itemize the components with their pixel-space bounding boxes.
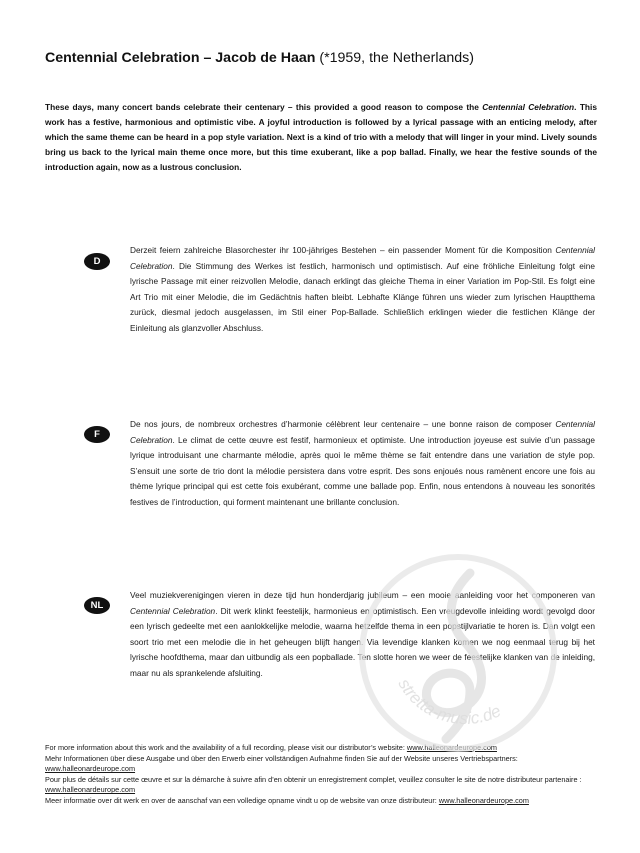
french-text-1: De nos jours, de nombreux orchestres d’harmonie célèbrent leur centenaire – une bonne raison de composer — [130, 419, 556, 429]
language-badge-de: D — [84, 253, 110, 270]
german-text-2: . Die Stimmung des Werkes ist festlich, harmonisch und optimistisch. Auf eine fröhliche Einleitung folgt eine lyrische Passage mit einer reizvollen Melodie, danach erklingt das gleiche Thema in einer Variation im Pop-Stil. Es folgt eine Art Trio mit einer Melodie, die im Gedächtnis haften bleibt. Lebhafte Klänge führen uns wieder zum lyrischen Hauptthema zurück, diesmal jedoch ausgelassen, im Stil einer Pop-Ballade. Schließlich erklingen wieder die festlichen Klänge der Einleitung als glanzvoller Abschluss. — [130, 260, 595, 333]
language-badge-fr: F — [84, 426, 110, 443]
french-work-title: Centennial Celebration — [130, 419, 595, 445]
intro-work-title: Centennial Celebration — [482, 102, 575, 112]
watermark-treble-clef-icon — [358, 553, 558, 753]
distributor-link-de[interactable]: www.halleonardeurope.com — [45, 764, 136, 774]
section-french — [130, 417, 595, 511]
german-work-title: Centennial Celebration — [130, 245, 595, 271]
german-text-1: Derzeit feiern zahlreiche Blasorchester ihr 100-jähriges Bestehen – ein passender Moment für die Komposition — [130, 245, 556, 255]
footer-text-fr: Pour plus de détails sur cette œuvre et sur la démarche à suivre afin d’en obtenir un enregistrement complet, veuillez consulter le site de notre distributeur partenaire : — [45, 774, 582, 784]
footer-line-nl — [45, 796, 605, 807]
dutch-work-title: Centennial Celebration — [130, 605, 216, 616]
language-badge-nl: NL — [84, 597, 110, 614]
intro-text-2: . This work has a festive, harmonious and optimistic vibe. A joyful introduction is followed by a lyrical passage with an enticing melody, after which the same theme can be heard in a pop style variation. Next is a kind of trio with a melody that will linger in your mind. Lively sounds bring us back to the lyrical main theme once more, but this time exuberant, like a pop ballad. Finally, we hear the festive sounds of the introduction again, now as a lustrous conclusion. — [45, 102, 597, 172]
distributor-link-en[interactable]: www.halleonardeurope.com — [406, 743, 497, 752]
intro-text-1: These days, many concert bands celebrate their centenary – this provided a good reason to compose the — [45, 102, 483, 112]
footer-line-fr — [45, 775, 605, 796]
dutch-text-2: . Dit werk klinkt feestelijk, harmonieus en optimistisch. Een vreugdevolle inleiding wordt gevolgd door een lyrisch gedeelte met een aanlokkelijke melodie, waarna hetzelfde thema in een popstijlvariatie te horen is. Dan volgt een soort trio met een melodie die in het geheugen blijft hangen. Via levendige klanken komen we nog eenmaal terug bij het lyrische hoofdthema, maar dan uitbundig als een popballade. Ten slotte horen we weer de feestelijke klanken van de inleiding, maar nu als sprankelende afsluiting. — [130, 605, 595, 678]
title-main: Centennial Celebration – Jacob de Haan — [45, 50, 316, 66]
footer-line-de — [45, 754, 605, 775]
distributor-link-nl[interactable]: www.halleonardeurope.com — [438, 795, 529, 805]
footer-text-de: Mehr Informationen über diese Ausgabe und über den Erwerb einer vollständigen Aufnahme finden Sie auf der Website unseres Vertriebspartners: — [45, 753, 518, 763]
footer-text-en: For more information about this work and the availability of a full recording, please visit our distributor’s website: — [45, 743, 407, 752]
french-text-2: . Le climat de cette œuvre est festif, harmonieux et optimiste. Une introduction joyeuse est suivie d’un passage lyrique introduisant une charmante mélodie, après quoi le même thème se fait entendre dans une variation de style pop. S’ensuit une sorte de trio dont la mélodie persistera dans votre esprit. Des sons enjoués nous ramènent encore une fois au thème lyrique principal qui est cette fois exubérant, comme une ballade pop. Enfin, nous entendons à nouveau les sonorités festives de l’introduction, qui forment maintenant une brillante conclusion. — [130, 434, 595, 507]
footer-text-nl: Meer informatie over dit werk en over de aanschaf van een volledige opname vindt u op de website van onze distributeur: — [45, 795, 439, 805]
intro-english — [45, 100, 597, 175]
distributor-link-fr[interactable]: www.halleonardeurope.com — [45, 785, 136, 795]
section-german — [130, 243, 595, 337]
watermark-text: stretta-music.de — [394, 675, 504, 729]
page-title — [45, 50, 605, 66]
title-sub: (*1959, the Netherlands) — [319, 50, 474, 66]
dutch-text-1: Veel muziekverenigingen vieren in deze tijd hun honderdjarig jubileum – een mooie aanleiding voor het componeren van — [130, 590, 595, 600]
